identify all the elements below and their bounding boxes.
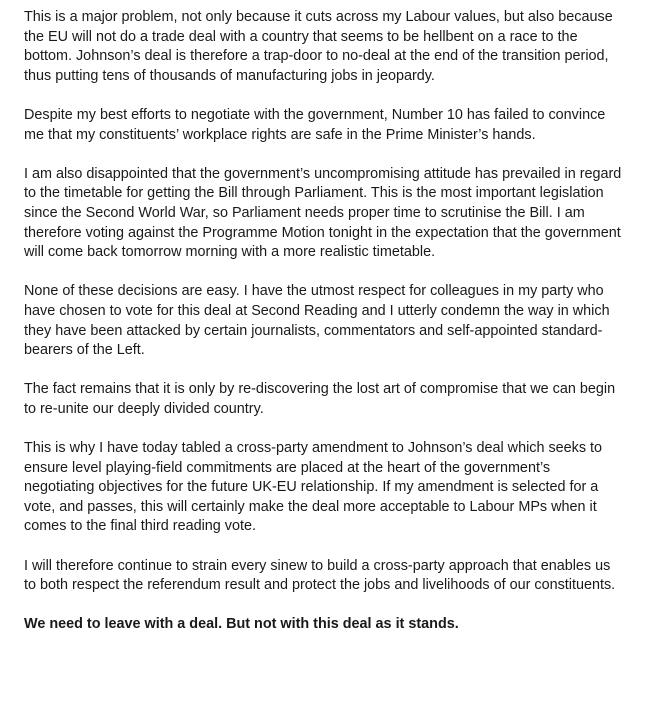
paragraph-trade-deal: This is a major problem, not only because it cuts across my Labour values, but also because the EU will not do a trade deal with a country that seems to be hellbent on a race to the bottom. Johnson’s deal is therefore a trap-door to no-deal at the end of the transition period, thus putting tens of thousands of manufacturing jobs in jeopardy.	[24, 9, 613, 84]
statement-document	[24, 8, 624, 655]
paragraph-compromise: The fact remains that it is only by re-discovering the lost art of compromise that we can begin to re-unite our deeply divided country.	[24, 381, 616, 417]
paragraph-cross-party: I will therefore continue to strain every sinew to build a cross-party approach that enables us to both respect the referendum result and protect the jobs and livelihoods of our constituents.	[24, 557, 616, 594]
closing-statement: We need to leave with a deal. But not with this deal as it stands.	[24, 616, 459, 633]
paragraph-amendment: This is why I have today tabled a cross-party amendment to Johnson’s deal which seeks to ensure level playing-field commitments are placed at the heart of the government’s negotiating objectives for the future UK-EU relationship. If my amendment is selected for a vote, and passes, this will certainly make the deal more acceptable to Labour MPs when it comes to the final third reading vote.	[24, 440, 603, 535]
paragraph-decisions: None of these decisions are easy. I have the utmost respect for colleagues in my party who have chosen to vote for this deal at Second Reading and I utterly condemn the way in which they have been attacked by certain journalists, commentators and self-appointed standard-bearers of the Left.	[24, 283, 610, 359]
paragraph-timetable: I am also disappointed that the government’s uncompromising attitude has prevailed in regard to the timetable for getting the Bill through Parliament. This is the most important legislation since the Second World War, so Parliament needs proper time to scrutinise the Bill. I am therefore voting against the Programme Motion tonight in the expectation that the government will come back tomorrow morning with a more realistic timetable.	[24, 165, 622, 261]
paragraph-negotiation: Despite my best efforts to negotiate with the government, Number 10 has failed to convince me that my constituents’ workplace rights are safe in the Prime Minister’s hands.	[24, 106, 606, 143]
